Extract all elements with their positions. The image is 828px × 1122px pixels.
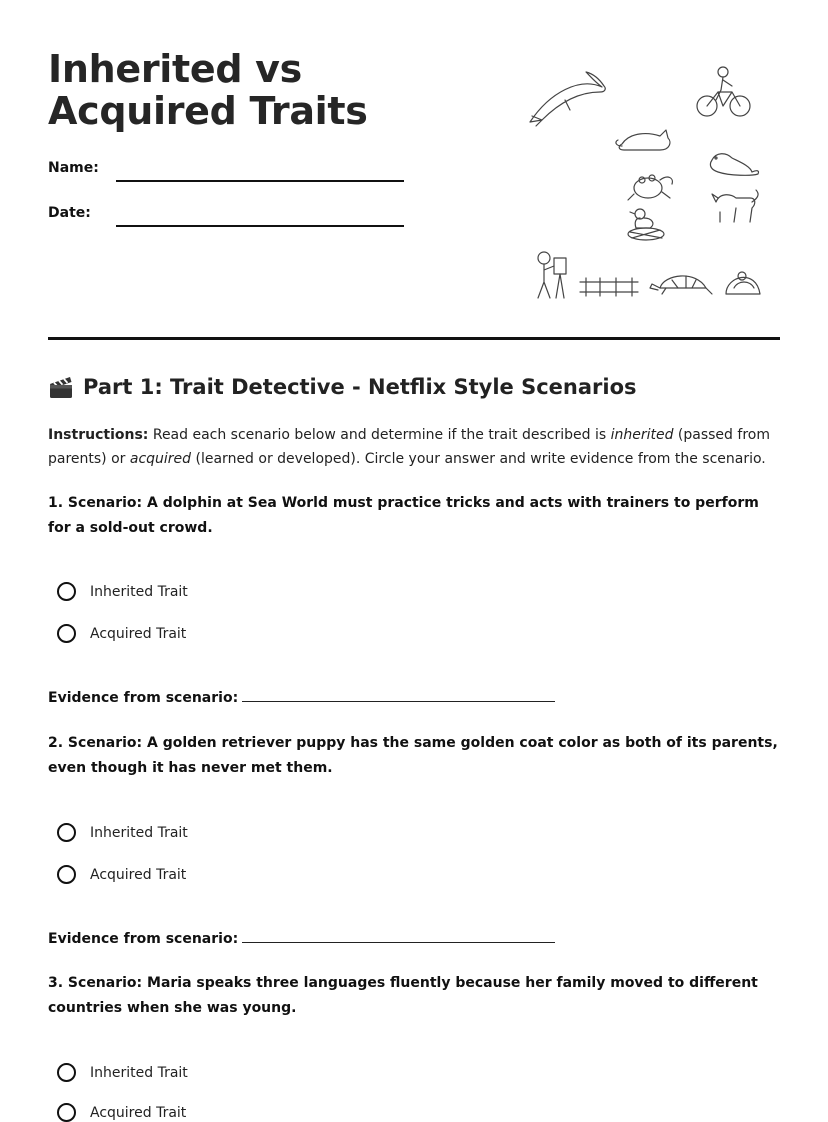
q2-evidence-line[interactable] (242, 942, 555, 943)
q1-evidence (48, 690, 555, 706)
q3-option-acquired[interactable] (57, 1103, 186, 1122)
turtle-shell-icon (726, 272, 760, 294)
cat-walking-icon (712, 190, 758, 222)
radio-circle-icon[interactable] (57, 624, 76, 643)
radio-circle-icon[interactable] (57, 823, 76, 842)
traits-illustration (520, 62, 770, 302)
q1-evidence-line[interactable] (242, 701, 555, 702)
dolphin-icon (530, 72, 605, 126)
evidence-label: Evidence from scenario: (48, 690, 239, 706)
instructions-text-3: (learned or developed). Circle your answer and write evidence from the scenario. (191, 451, 766, 467)
frog-icon (628, 175, 672, 200)
evidence-label: Evidence from scenario: (48, 931, 239, 947)
name-field-line[interactable] (116, 180, 404, 182)
child-painting-icon (538, 252, 566, 298)
date-label: Date: (48, 205, 91, 221)
option-label: Acquired Trait (90, 866, 187, 883)
radio-circle-icon[interactable] (57, 1103, 76, 1122)
name-label: Name: (48, 160, 99, 176)
question-2: 2. Scenario: A golden retriever puppy has the same golden coat color as both of its parents, even though it has never met them. (48, 735, 778, 776)
instructions-lead: Instructions: (48, 427, 149, 443)
q2-option-acquired[interactable] (57, 865, 186, 884)
worksheet-title: Inherited vs Acquired Traits (48, 47, 368, 133)
child-on-bicycle-icon (697, 67, 750, 116)
instructions-em-acquired: acquired (129, 451, 192, 467)
fence-icon (580, 278, 638, 296)
option-label: Inherited Trait (90, 583, 188, 600)
instructions-text-1: Read each scenario below and determine if the trait described is (148, 427, 611, 443)
part1-heading-text: Part 1: Trait Detective - Netflix Style Scenarios (83, 375, 637, 399)
q2-option-inherited[interactable] (57, 823, 188, 842)
date-field-line[interactable] (116, 225, 404, 227)
radio-circle-icon[interactable] (57, 1063, 76, 1082)
clapperboard-icon (48, 374, 74, 400)
cat-icon (616, 130, 670, 150)
bird-in-nest-icon (628, 209, 664, 240)
question-3: 3. Scenario: Maria speaks three languages fluently because her family moved to different countries when she was young. (48, 975, 758, 1016)
q3-option-inherited[interactable] (57, 1063, 188, 1082)
radio-circle-icon[interactable] (57, 582, 76, 601)
option-label: Inherited Trait (90, 1064, 188, 1081)
instructions (48, 423, 780, 471)
ferret-icon (710, 154, 758, 176)
q2-evidence (48, 931, 555, 947)
q1-option-acquired[interactable] (57, 624, 186, 643)
question-1: 1. Scenario: A dolphin at Sea World must practice tricks and acts with trainers to perform for a sold-out crowd. (48, 495, 759, 536)
q1-option-inherited[interactable] (57, 582, 188, 601)
turtle-icon (650, 276, 712, 294)
option-label: Inherited Trait (90, 824, 188, 841)
instructions-em-inherited: inherited (610, 427, 674, 443)
radio-circle-icon[interactable] (57, 865, 76, 884)
option-label: Acquired Trait (90, 1104, 187, 1121)
section-divider (48, 337, 780, 340)
part1-heading (48, 374, 637, 400)
instructions-text-2: (passed from parents) or (48, 427, 770, 467)
option-label: Acquired Trait (90, 625, 187, 642)
